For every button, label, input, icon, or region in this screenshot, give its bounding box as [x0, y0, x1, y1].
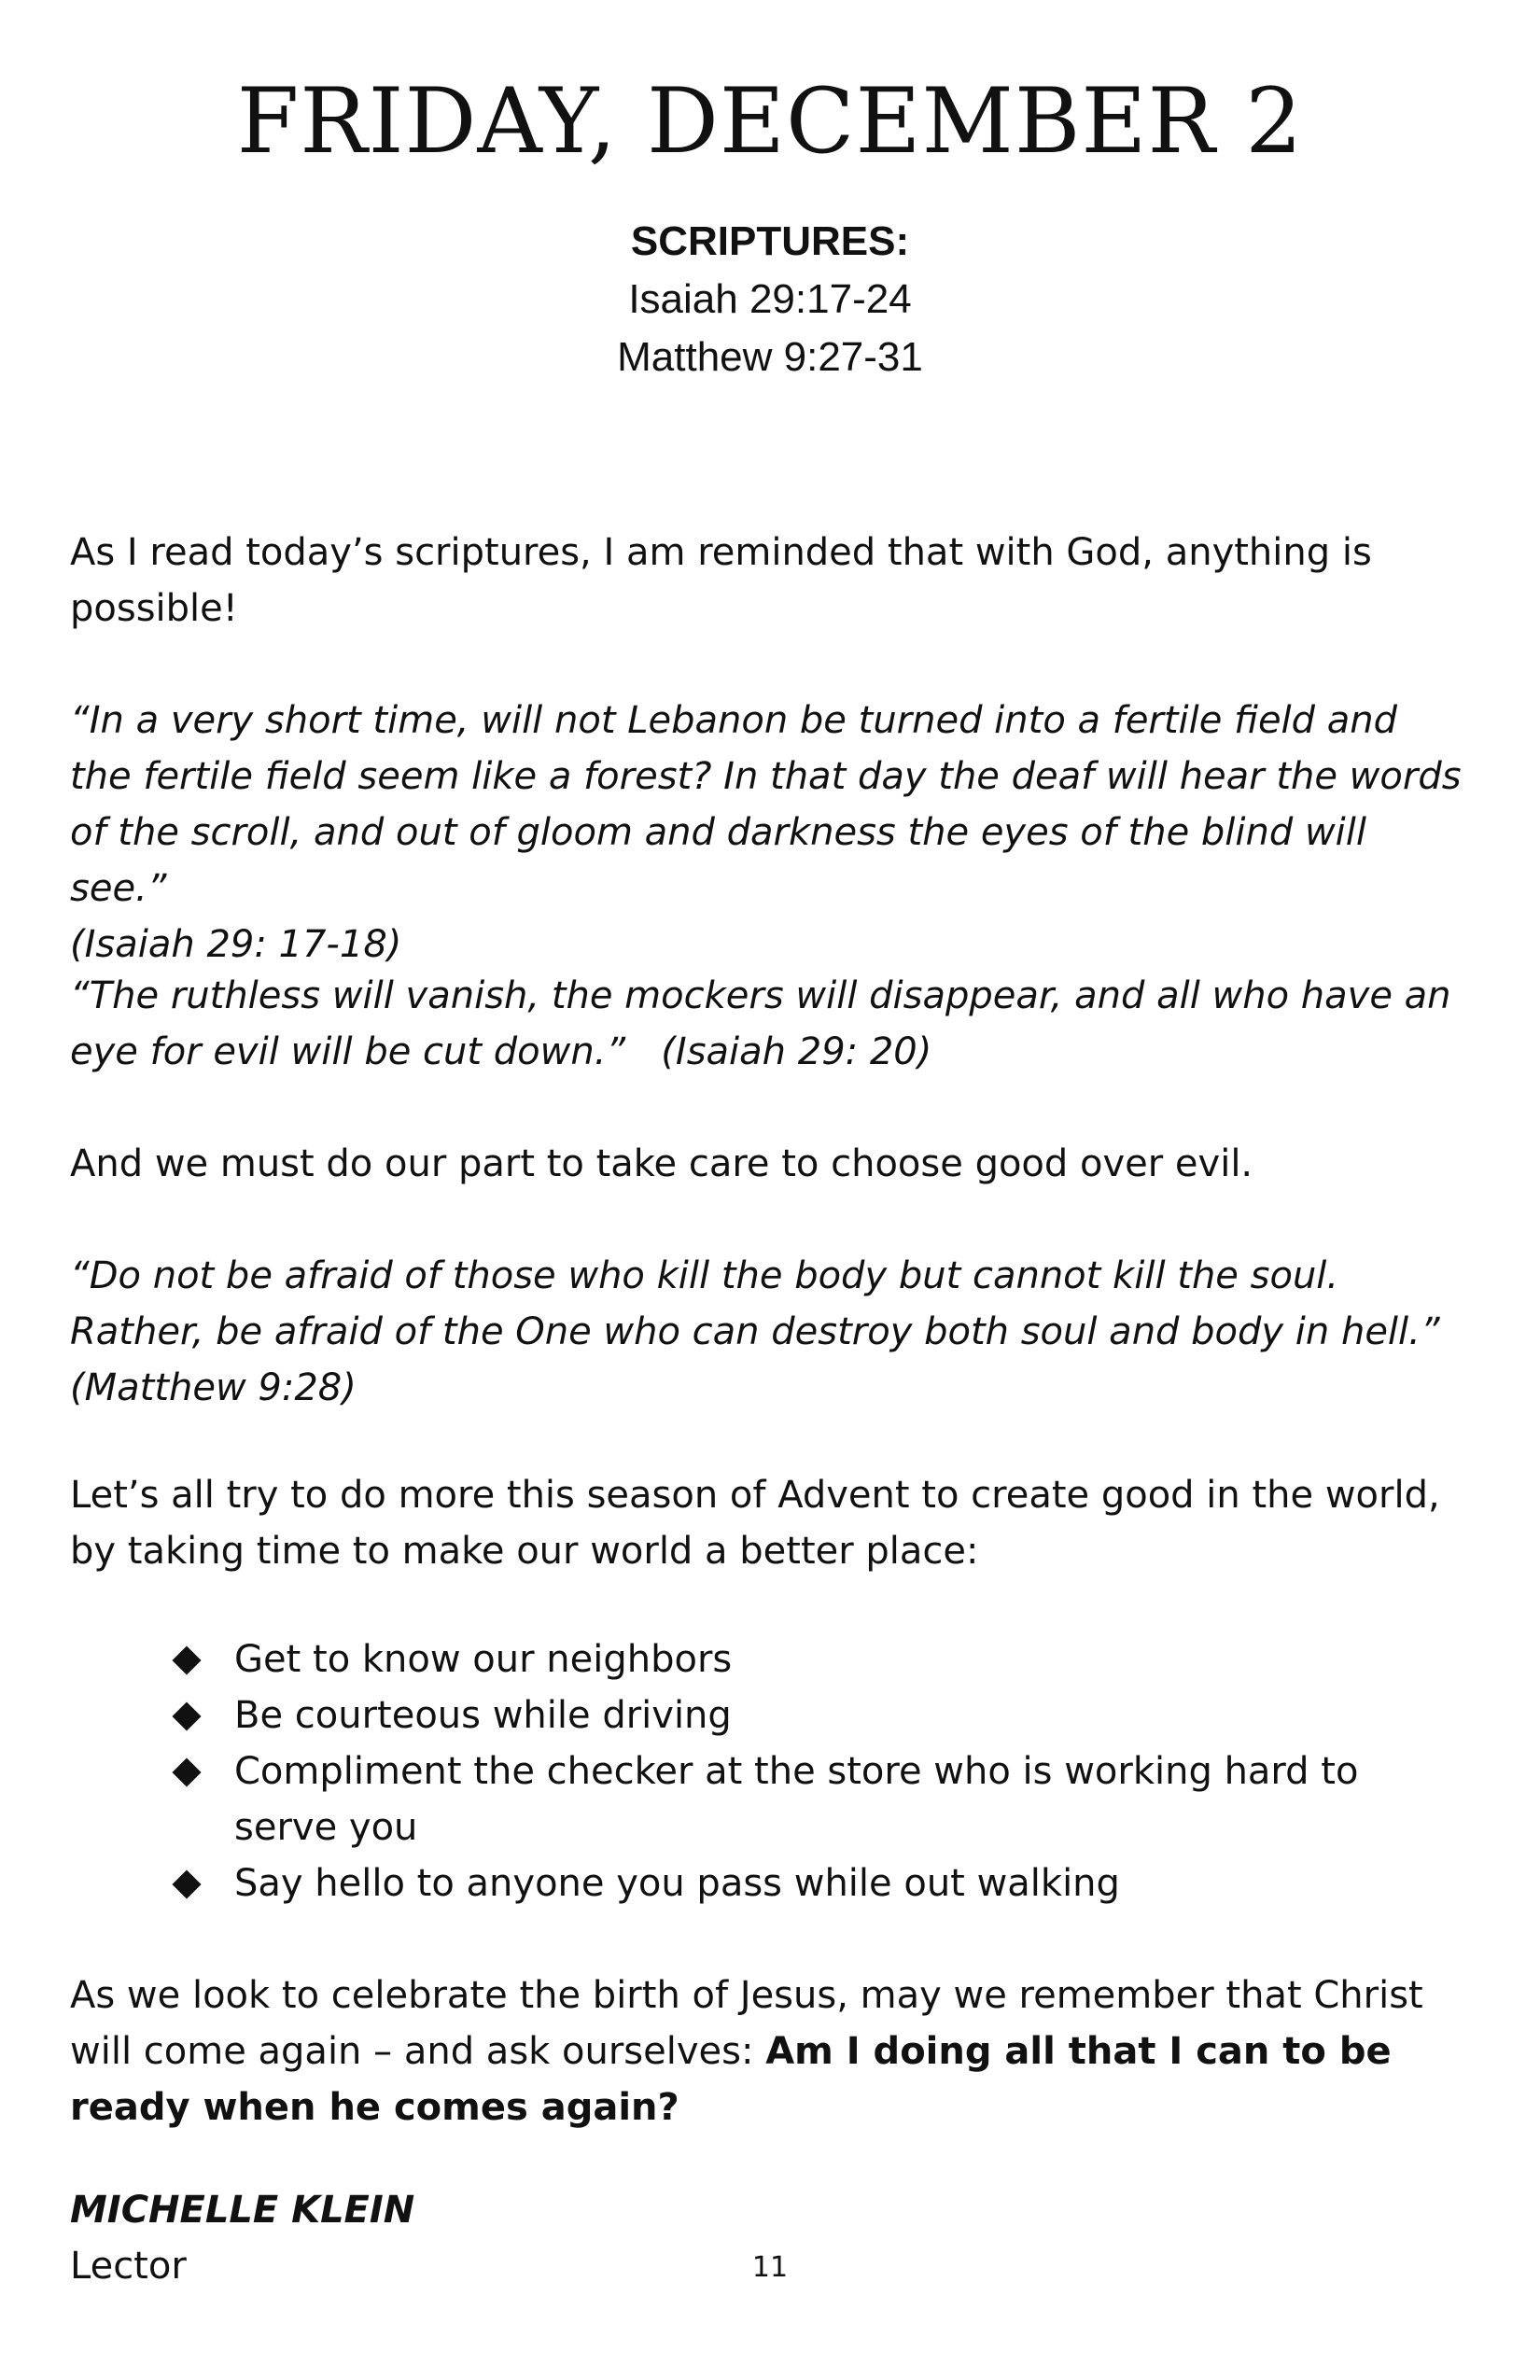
diamond-bullet-icon: [172, 1645, 201, 1674]
quote-reference: (Isaiah 29: 17-18): [70, 923, 402, 966]
quote-matthew: [70, 1248, 1470, 1416]
diamond-bullet-icon: [172, 1701, 201, 1730]
quote-text: “Do not be afraid of those who kill the body but cannot kill the soul. Rather, be afraid of the One who can destroy both soul and body in hell.”: [70, 1254, 1440, 1353]
paragraph-intro: As I read today’s scriptures, I am reminded that with God, anything is possible!: [70, 531, 1372, 630]
action-list: [173, 1631, 1470, 1911]
list-item: Get to know our neighbors: [173, 1631, 1470, 1687]
quote-text: “The ruthless will vanish, the mockers will disappear, and all who have an eye for evil will be cut down.”: [70, 974, 1451, 1073]
quote-isaiah-20: [70, 968, 1470, 1080]
page-title: FRIDAY, DECEMBER 2: [236, 69, 1304, 174]
closing-text: As we look to celebrate the birth of Jesus, may we remember that Christ will come again – and ask ourselves:: [70, 1974, 1423, 2073]
quote-text: “In a very short time, will not Lebanon be turned into a fertile field and the fertile field seem like a forest? In that day the deaf will hear the words of the scroll, and out of gloom and darkness the eyes of the blind will see.”: [70, 699, 1462, 910]
author-role: Lector: [70, 2245, 187, 2288]
page-number: 11: [751, 2251, 789, 2284]
scriptures-label: SCRIPTURES:: [630, 218, 910, 264]
diamond-bullet-icon: [172, 1757, 201, 1786]
diamond-bullet-icon: [172, 1869, 201, 1898]
paragraph-advent: Let’s all try to do more this season of Advent to create good in the world, by taking time to make our world a better place:: [70, 1474, 1440, 1573]
paragraph-choose-good: And we must do our part to take care to choose good over evil.: [70, 1142, 1253, 1185]
paragraph-closing: [70, 1967, 1470, 2135]
scripture-ref-2: Matthew 9:27-31: [617, 334, 923, 380]
quote-isaiah-17-18: [70, 693, 1470, 973]
quote-reference: (Matthew 9:28): [70, 1366, 357, 1409]
list-item: Be courteous while driving: [173, 1687, 1470, 1743]
scriptures-block: [0, 213, 1540, 386]
list-item: Compliment the checker at the store who is working hard to serve you: [173, 1743, 1470, 1855]
author-name: MICHELLE KLEIN: [70, 2189, 415, 2232]
closing-question: Am I doing all that I can to be ready when he comes again?: [70, 2030, 1392, 2129]
list-item: Say hello to anyone you pass while out walking: [173, 1855, 1470, 1911]
quote-reference: (Isaiah 29: 20): [661, 1030, 932, 1073]
scripture-ref-1: Isaiah 29:17-24: [628, 276, 912, 322]
